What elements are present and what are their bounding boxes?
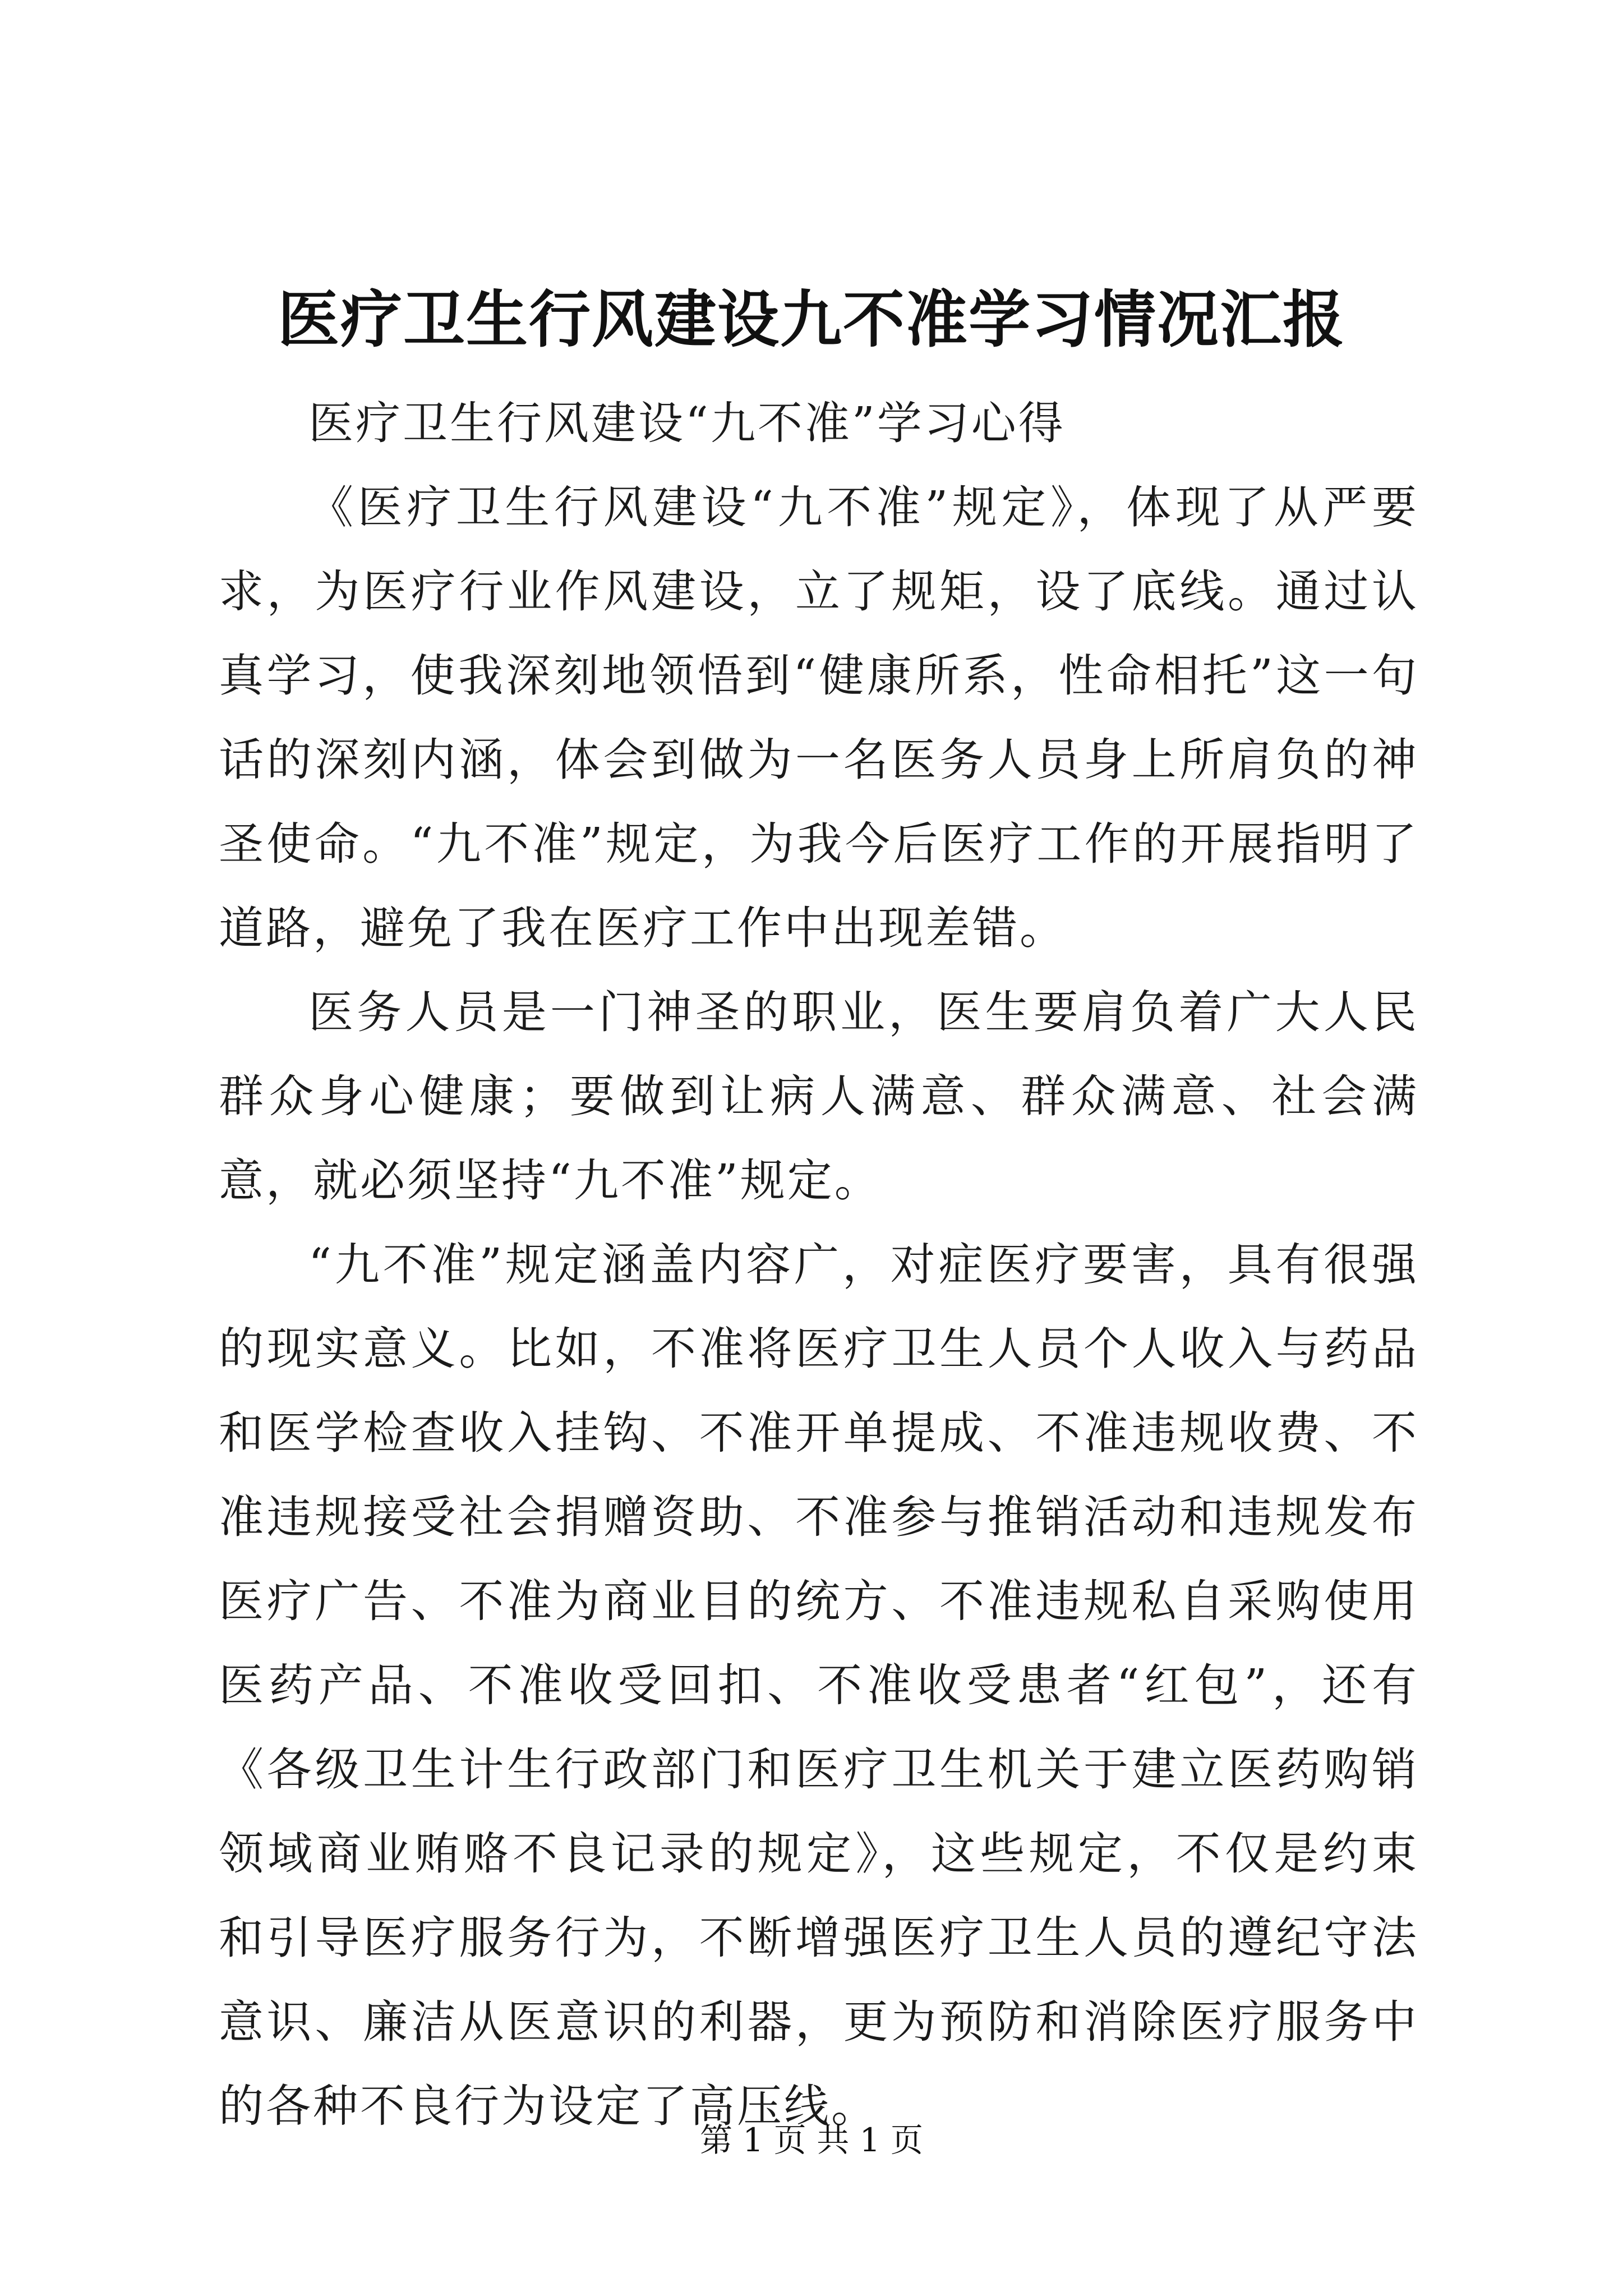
body-paragraph-1: 《医疗卫生行风建设“九不准”规定》，体现了从严要求，为医疗行业作风建设，立了规矩，设了底线。通过认真学习，使我深刻地领悟到“健康所系，性命相托”这一句话的深刻内涵，体会到做为一名医务人员身上所肩负的神圣使命。“九不准”规定，为我今后医疗工作的开展指明了道路，避免了我在医疗工作中出现差错。 [219, 481, 1419, 954]
document-title: 医疗卫生行风建设九不准学习情况汇报 [278, 283, 1345, 356]
document-body [219, 381, 1419, 2148]
body-paragraph-2: 医务人员是一门神圣的职业，医生要肩负着广大人民群众身心健康；要做到让病人满意、群众满意、社会满意，就必须坚持“九不准”规定。 [219, 986, 1419, 1207]
document-subtitle: 医疗卫生行风建设“九不准”学习心得 [308, 397, 1066, 449]
body-paragraph-3: “九不准”规定涵盖内容广，对症医疗要害，具有很强的现实意义。比如，不准将医疗卫生人员个人收入与药品和医学检查收入挂钩、不准开单提成、不准违规收费、不准违规接受社会捐赠资助、不准参与推销活动和违规发布医疗广告、不准为商业目的统方、不准违规私自采购使用医药产品、不准收受回扣、不准收受患者“红包”，还有《各级卫生计生行政部门和医疗卫生机关于建立医药购销领域商业贿赂不良记录的规定》，这些规定，不仅是约束和引导医疗服务行为，不断增强医疗卫生人员的遵纪守法意识、廉洁从医意识的利器，更为预防和消除医疗服务中的各种不良行为设定了高压线。 [219, 1239, 1419, 2132]
page-number-footer: 第 1 页 共 1 页 [700, 2121, 923, 2159]
